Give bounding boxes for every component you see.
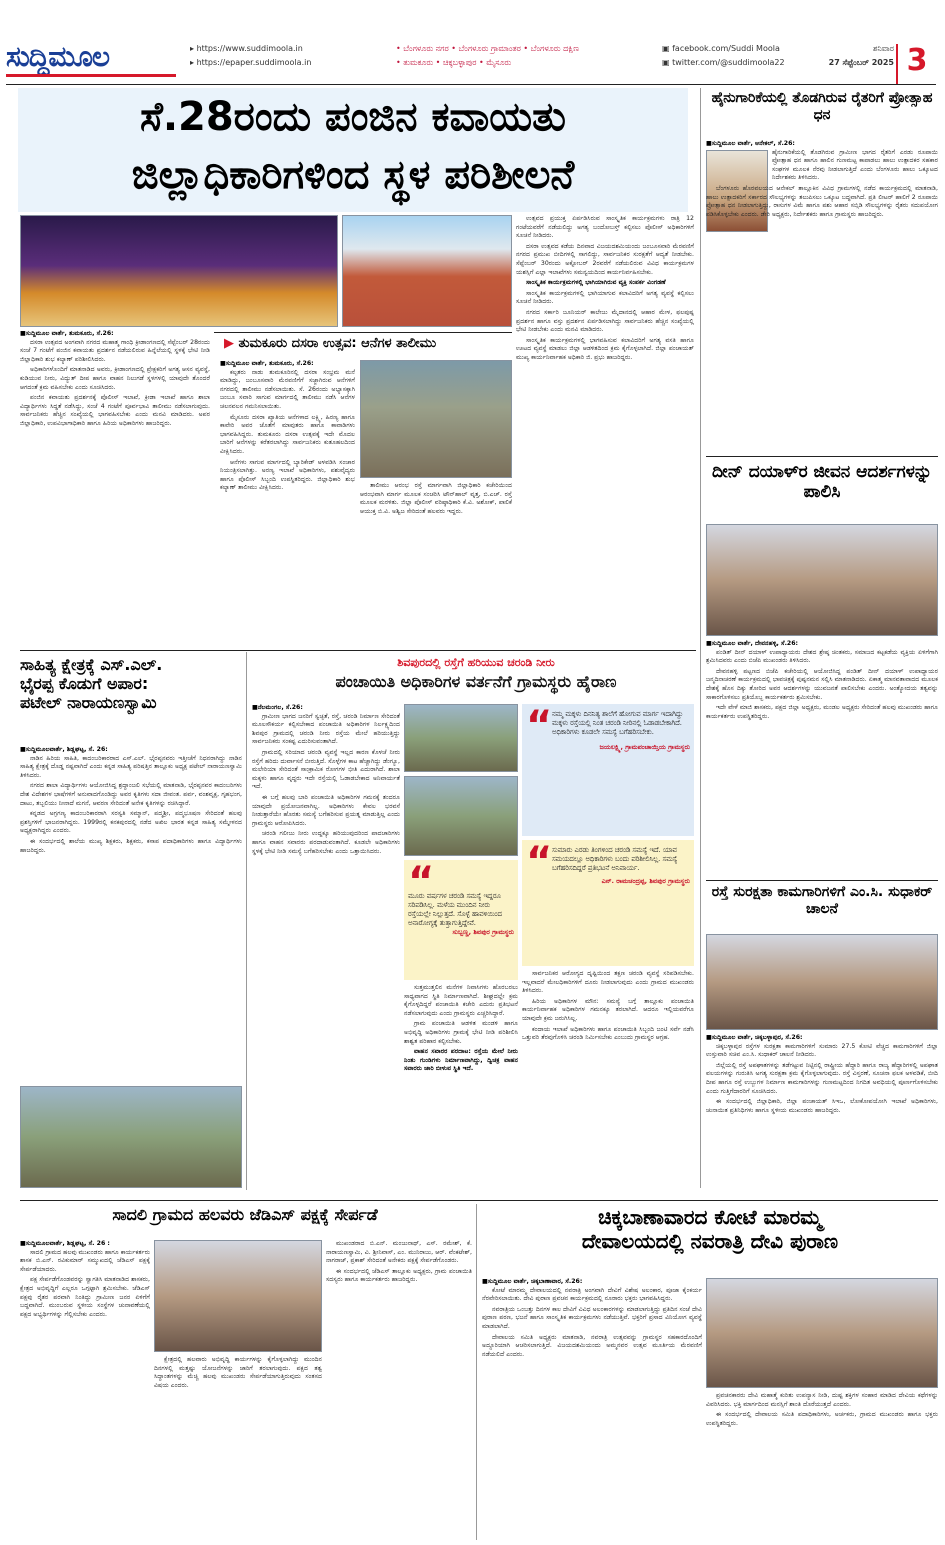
dairy-dateline: ■ಸುದ್ದಿಮೂಲ ವಾರ್ತೆ, ಆನೇಕಲ್, ಸೆ.26: <box>706 140 795 147</box>
lead-para: ಸಾಂಸ್ಕೃತಿಕ ಕಾರ್ಯಕ್ರಮಗಳಲ್ಲಿ ಭಾಗವಹಿಸುವ ಕಲಾವಿದರಿಗೆ ಅಗತ್ಯ ವಸತಿ ಹಾಗೂ ಊಟದ ವ್ಯವಸ್ಥೆ ಮಾಡಲು ಜಿಲ್ಲಾ ಆಡಳಿತದಿಂದ ಕ್ರಮ ಕೈಗೊಳ್ಳಲಾಗಿದೆ. ಜಿಲ್ಲಾ ಪಂಚಾಯತ್ ಮುಖ್ಯ ಕಾರ್ಯನಿರ್ವಾಹಕ ಅಧಿಕಾರಿ ಜಿ. ಪ್ರಭು ಹಾಜರಿದ್ದರು. <box>516 336 694 361</box>
deendayal-headline: ದೀನ್ ದಯಾಳ್‌ರ ಜೀವನ ಆದರ್ಶಗಳನ್ನು ಪಾಲಿಸಿ <box>711 462 933 503</box>
quote-box-1 <box>522 704 694 836</box>
temple-event-photo <box>706 1278 938 1388</box>
saadali-para: ಕ್ಷೇತ್ರದಲ್ಲಿ ಹಲವಾರು ಅಭಿವೃದ್ಧಿ ಕಾರ್ಯಗಳನ್ನು ಕೈಗೊಳ್ಳಲಾಗಿದ್ದು ಮುಂದಿನ ದಿನಗಳಲ್ಲಿ ಮತ್ತಷ್ಟು ಯೋಜನೆಗಳನ್ನು ಜಾರಿಗೆ ತರಲಾಗುವುದು. ಪಕ್ಷದ ತತ್ವ ಸಿದ್ಧಾಂತಗಳನ್ನು ಮೆಚ್ಚಿ ಹಲವು ಮುಖಂಡರು ಸೇರ್ಪಡೆಯಾಗುತ್ತಿರುವುದು ಸಂತಸದ ವಿಷಯ ಎಂದರು. <box>154 1356 322 1389</box>
tumakuru-headline <box>224 336 514 354</box>
school-tribute-photo <box>20 1086 242 1188</box>
dance-stage-photo <box>20 215 338 327</box>
saadali-headline: ಸಾದಲಿ ಗ್ರಾಮದ ಹಲವರು ಜೆಡಿಎಸ್ ಪಕ್ಷಕ್ಕೆ ಸೇರ್ಪಡೆ <box>112 1206 378 1224</box>
facebook-link[interactable]: ▣ facebook.com/Suddi Moola <box>662 44 780 53</box>
deendayal-event-photo <box>706 524 938 636</box>
saadali-para: ಮುಖಂಡರಾದ ಬಿ.ಎನ್. ಮಂಜುನಾಥ್, ಎಸ್. ರಮೇಶ್, ಕೆ. ನಾರಾಯಣಸ್ವಾಮಿ, ವಿ. ಶ್ರೀನಿವಾಸ್, ಎಂ. ಮುನಿರಾಜು, ಆರ್. ವೆಂಕಟೇಶ್, ನಾಗರಾಜ್, ಪ್ರಕಾಶ್ ಸೇರಿದಂತೆ ಅನೇಕರು ಪಕ್ಷಕ್ಕೆ ಸೇರ್ಪಡೆಗೊಂಡರು. <box>326 1240 472 1265</box>
rule <box>20 1200 938 1201</box>
road-safety-headline: ರಸ್ತೆ ಸುರಕ್ಷತಾ ಕಾಮಗಾರಿಗಳಿಗೆ ಎಂ.ಸಿ. ಸುಧಾಕರ್ ಚಾಲನೆ <box>711 884 933 917</box>
kote-para: ಈ ಸಂದರ್ಭದಲ್ಲಿ ದೇವಾಲಯ ಸಮಿತಿ ಪದಾಧಿಕಾರಿಗಳು, ಅರ್ಚಕರು, ಗ್ರಾಮದ ಮುಖಂಡರು ಹಾಗೂ ಭಕ್ತರು ಉಪಸ್ಥಿತರಿದ್ದರು. <box>706 1411 938 1427</box>
page-number: 3 <box>896 44 936 84</box>
bhyrappa-dateline: ■ಸುದ್ದಿಮೂಲವಾರ್ತೆ, ಶಿಡ್ಲಘಟ್ಟ, ಸೆ. 26: <box>20 746 108 753</box>
shivapura-para: ಗ್ರಾಮದಲ್ಲಿ ಸರಿಯಾದ ಚರಂಡಿ ವ್ಯವಸ್ಥೆ ಇಲ್ಲದ ಕಾರಣ ಕೊಳಚೆ ನೀರು ರಸ್ತೆಗೆ ಹರಿದು ದುರ್ವಾಸನೆ ಬೀರುತ್ತಿದೆ. ಸೊಳ್ಳೆಗಳ ಕಾಟ ಹೆಚ್ಚಾಗಿದ್ದು ಡೆಂಗ್ಯೂ, ಮಲೇರಿಯಾ ಸೇರಿದಂತೆ ಸಾಂಕ್ರಾಮಿಕ ರೋಗಗಳ ಭೀತಿ ಎದುರಾಗಿದೆ. ಶಾಲಾ ಮಕ್ಕಳು ಹಾಗೂ ವೃದ್ಧರು ಇದೇ ರಸ್ತೆಯಲ್ಲಿ ಓಡಾಡಬೇಕಾದ ಅನಿವಾರ್ಯತೆ ಇದೆ. <box>252 748 400 791</box>
saadali-dateline: ■ಸುದ್ದಿಮೂಲವಾರ್ತೆ, ಶಿಡ್ಲಘಟ್ಟ, ಸೆ. 26 : <box>20 1240 110 1247</box>
shivapura-kicker: ಶಿವಪುರದಲ್ಲಿ ರಸ್ತೆಗೆ ಹರಿಯುವ ಚರಂಡಿ ನೀರು <box>397 656 555 669</box>
shivapura-col1 <box>252 704 400 1190</box>
shivapura-para: ಸಾರ್ವಜನಿಕರ ಆರೋಗ್ಯದ ದೃಷ್ಟಿಯಿಂದ ತಕ್ಷಣ ಚರಂಡಿ ವ್ಯವಸ್ಥೆ ಸರಿಪಡಿಸಬೇಕು. ಇಲ್ಲವಾದರೆ ಮೇಲಧಿಕಾರಿಗಳಿಗೆ ದೂರು ನೀಡಲಾಗುವುದು ಎಂದು ಗ್ರಾಮದ ಮುಖಂಡರು ತಿಳಿಸಿದರು. <box>522 970 694 995</box>
quote-text: ಮೂರು ವರ್ಷಗಳ ಚರಂಡಿ ಸಮಸ್ಯೆ ಇದ್ದರೂ ಸರಿಪಡಿಸಿಲ್ಲ. ಮಳೆಯ ಮುಂದಿನ ನೀರು ರಸ್ತೆಯಲ್ಲೇ ನಿಲ್ಲುತ್ತದೆ. ಸೊಳ್ಳೆ ಹಾವಳಿಯಿಂದ ಅನಾರೋಗ್ಯಕ್ಕೆ ತುತ್ತಾಗುತ್ತಿದ್ದೇವೆ. <box>408 892 502 927</box>
bhyrappa-headline <box>20 656 242 740</box>
lead-para: ನಗರದ ಸರ್ಕಾರಿ ಜೂನಿಯರ್ ಕಾಲೇಜು ಮೈದಾನದಲ್ಲಿ ಆಹಾರ ಮೇಳ, ಫಲಪುಷ್ಪ ಪ್ರದರ್ಶನ ಹಾಗೂ ವಸ್ತು ಪ್ರದರ್ಶನ ಏರ್ಪಡಿಸಲಾಗಿದ್ದು ಸಾರ್ವಜನಿಕರು ಹೆಚ್ಚಿನ ಸಂಖ್ಯೆಯಲ್ಲಿ ಭೇಟಿ ನೀಡಬೇಕು ಎಂದು ಮನವಿ ಮಾಡಿದರು. <box>516 308 694 334</box>
quote-source: ಜಯಲಕ್ಷ್ಮಿ, ಗ್ರಾಮಪಂಚಾಯ್ತಿಯ ಗ್ರಾಮಸ್ಥರು <box>599 743 690 751</box>
tumakuru-dateline: ■ಸುದ್ದಿಮೂಲ ವಾರ್ತೆ, ತುಮಕೂರು, ಸೆ.26: <box>220 360 314 367</box>
kote-dateline: ■ಸುದ್ದಿಮೂಲ ವಾರ್ತೆ, ಚಿಕ್ಕಬಾಣಾವಾರ, ಸೆ.26: <box>482 1278 583 1285</box>
masthead-logo[interactable]: ಸುದ್ದಿಮೂಲ <box>6 40 110 73</box>
tumakuru-para: ಆನೆಗಳು ಸಾಗುವ ಮಾರ್ಗದಲ್ಲಿ ಬ್ಯಾರಿಕೇಡ್ ಅಳವಡಿಸಿ ಸಂಚಾರ ನಿಯಂತ್ರಿಸಲಾಗಿತ್ತು. ಅರಣ್ಯ ಇಲಾಖೆ ಅಧಿಕಾರಿಗಳು, ಪಶುವೈದ್ಯರು ಹಾಗೂ ಪೊಲೀಸ್ ಸಿಬ್ಬಂದಿ ಉಪಸ್ಥಿತರಿದ್ದರು. ಜಿಲ್ಲಾಧಿಕಾರಿ ಶುಭ ಕಲ್ಯಾಣ್ ತಾಲೀಮು ವೀಕ್ಷಿಸಿದರು. <box>220 458 355 492</box>
saadali-para: ಸಾದಲಿ ಗ್ರಾಮದ ಹಲವು ಮುಖಂಡರು ಹಾಗೂ ಕಾರ್ಯಕರ್ತರು ಶಾಸಕ ಬಿ.ಎನ್. ರವಿಕುಮಾರ್ ಸಮ್ಮುಖದಲ್ಲಿ ಜೆಡಿಎಸ್ ಪಕ್ಷಕ್ಕೆ ಸೇರ್ಪಡೆಯಾದರು. <box>20 1248 150 1273</box>
lead-para: ದಸರಾ ಉತ್ಸವದ ಅಂಗವಾಗಿ ನಗರದ ಮಹಾತ್ಮ ಗಾಂಧಿ ಕ್ರೀಡಾಂಗಣದಲ್ಲಿ ಸೆಪ್ಟೆಂಬರ್ 28ರಂದು ಸಂಜೆ 7 ಗಂಟೆಗೆ ಪಂಜಿನ ಕವಾಯತು ಪ್ರದರ್ಶನ ನಡೆಯಲಿರುವ ಹಿನ್ನೆಲೆಯಲ್ಲಿ ಸ್ಥಳಕ್ಕೆ ಭೇಟಿ ನೀಡಿ ಜಿಲ್ಲಾಧಿಕಾರಿ ಶುಭ ಕಲ್ಯಾಣ್ ಪರಿಶೀಲಿಸಿದರು. <box>20 338 210 363</box>
quote-text: ಸುಮಾರು ಎರಡು ತಿಂಗಳಿಂದ ಚರಂಡಿ ಸಮಸ್ಯೆ ಇದೆ. ಯಾವ ಸಮಯದಲ್ಲೂ ಅಧಿಕಾರಿಗಳು ಬಂದು ಪರಿಶೀಲಿಸಿಲ್ಲ. ಸಮಸ್ಯೆ ಬಗೆಹರಿಸದಿದ್ದರೆ ಪ್ರತಿಭಟನೆ ಅನಿವಾರ್ಯ. <box>552 846 678 872</box>
right-column-divider <box>700 88 701 1188</box>
road-safety-story <box>706 1034 938 1192</box>
lead-headline-box <box>18 88 688 212</box>
shivapura-para: ವಾಹನ ಸವಾರರ ಪರದಾಟ: ರಸ್ತೆಯ ಮೇಲೆ ನೀರು ನಿಂತು ಗುಂಡಿಗಳು ನಿರ್ಮಾಣವಾಗಿದ್ದು, ದ್ವಿಚಕ್ರ ವಾಹನ ಸವಾರರು ಜಾರಿ ಬೀಳುವ ಸ್ಥಿತಿ ಇದೆ. <box>404 1048 518 1073</box>
link-epaper[interactable]: ▸ https://epaper.suddimoola.in <box>190 58 312 67</box>
edition-list <box>396 42 660 76</box>
quote-source: ಎನ್. ರಾಮಚಂದ್ರಪ್ಪ, ಶಿವಪುರ ಗ್ರಾಮಸ್ಥರು <box>601 877 690 885</box>
logo-underline <box>6 74 176 77</box>
stadium-inspection-photo <box>342 215 512 327</box>
kote-headline <box>482 1206 938 1274</box>
kote-col1 <box>482 1278 702 1540</box>
bhyrappa-para: ಈ ಸಂದರ್ಭದಲ್ಲಿ ಶಾಲೆಯ ಮುಖ್ಯ ಶಿಕ್ಷಕರು, ಶಿಕ್ಷಕರು, ಕಸಾಪ ಪದಾಧಿಕಾರಿಗಳು ಹಾಗೂ ವಿದ್ಯಾರ್ಥಿಗಳು ಹಾಜರಿದ್ದರು. <box>20 837 242 854</box>
rule <box>706 880 938 881</box>
lead-col1 <box>20 330 210 640</box>
shivapura-para: ಗ್ರಾಮ ಪಂಚಾಯಿತಿ ಆಡಳಿತ ಮಂಡಳಿ ಹಾಗೂ ಅಭಿವೃದ್ಧಿ ಅಧಿಕಾರಿಗಳು ಗ್ರಾಮಕ್ಕೆ ಭೇಟಿ ನೀಡಿ ಪರಿಶೀಲಿಸಿ ಶಾಶ್ವತ ಪರಿಹಾರ ಕಲ್ಪಿಸಬೇಕು. <box>404 1020 518 1045</box>
tumakuru-rule <box>214 332 512 333</box>
bhyrappa-headline-line1: ಸಾಹಿತ್ಯ ಕ್ಷೇತ್ರಕ್ಕೆ ಎಸ್.ಎಲ್. <box>20 656 163 674</box>
deendayal-dateline: ■ಸುದ್ದಿಮೂಲ ವಾರ್ತೆ, ದೇವನಹಳ್ಳಿ, ಸೆ.26: <box>706 640 799 647</box>
lead-para: ಸಾಂಸ್ಕೃತಿಕ ಕಾರ್ಯಕ್ರಮಗಳಲ್ಲಿ ಭಾಗಿಯಾಗುವ ಕಲಾವಿದರಿಗೆ ಅಗತ್ಯ ವ್ಯವಸ್ಥೆ ಕಲ್ಪಿಸಲು ಸೂಚನೆ ನೀಡಿದರು. <box>516 289 694 306</box>
website-links <box>190 42 370 76</box>
saadali-para: ಪಕ್ಷ ಸೇರ್ಪಡೆಗೊಂಡವರನ್ನು ಸ್ವಾಗತಿಸಿ ಮಾತನಾಡಿದ ಶಾಸಕರು, ಕ್ಷೇತ್ರದ ಅಭಿವೃದ್ಧಿಗೆ ಎಲ್ಲರೂ ಒಗ್ಗಟ್ಟಾಗಿ ಶ್ರಮಿಸಬೇಕು. ಜೆಡಿಎಸ್ ಪಕ್ಷವು ರೈತರ ಪರವಾಗಿ ನಿಂತಿದ್ದು ಗ್ರಾಮೀಣ ಜನರ ಏಳಿಗೆಗೆ ಬದ್ಧವಾಗಿದೆ. ಮುಂಬರುವ ಸ್ಥಳೀಯ ಸಂಸ್ಥೆಗಳ ಚುನಾವಣೆಯಲ್ಲಿ ಪಕ್ಷದ ಅಭ್ಯರ್ಥಿಗಳನ್ನು ಗೆಲ್ಲಿಸಬೇಕು ಎಂದರು. <box>20 1276 150 1318</box>
deendayal-para: ದೇವನಹಳ್ಳಿ ಪಟ್ಟಣದ ಬಿಜೆಪಿ ಕಚೇರಿಯಲ್ಲಿ ಆಯೋಜಿಸಿದ್ದ ಪಂಡಿತ್ ದೀನ್ ದಯಾಳ್ ಉಪಾಧ್ಯಾಯರ ಜನ್ಮದಿನಾಚರಣೆ ಕಾರ್ಯಕ್ರಮದಲ್ಲಿ ಭಾವಚಿತ್ರಕ್ಕೆ ಪುಷ್ಪನಮನ ಸಲ್ಲಿಸಿ ಮಾತನಾಡಿದರು. ಏಕಾತ್ಮ ಮಾನವತಾವಾದದ ಮೂಲಕ ದೇಶಕ್ಕೆ ಹೊಸ ದಿಕ್ಕು ತೋರಿದ ಅವರ ಆದರ್ಶಗಳನ್ನು ಯುವಜನತೆ ಪಾಲಿಸಬೇಕು ಎಂದರು. ಅಂತ್ಯೋದಯ ತತ್ವವನ್ನು ಸಾಕಾರಗೊಳಿಸಲು ಪ್ರತಿಯೊಬ್ಬ ಕಾರ್ಯಕರ್ತರು ಶ್ರಮಿಸಬೇಕು. <box>706 667 938 701</box>
road-safety-para: ಈ ಸಂದರ್ಭದಲ್ಲಿ ಜಿಲ್ಲಾಧಿಕಾರಿ, ಜಿಲ್ಲಾ ಪಂಚಾಯತ್ ಸಿಇಒ, ಲೋಕೋಪಯೋಗಿ ಇಲಾಖೆ ಅಧಿಕಾರಿಗಳು, ಚುನಾಯಿತ ಪ್ರತಿನಿಧಿಗಳು ಹಾಗೂ ಸ್ಥಳೀಯ ಮುಖಂಡರು ಹಾಜರಿದ್ದರು. <box>706 1098 938 1114</box>
saadali-col2 <box>154 1356 322 1540</box>
drainage-road-photo <box>404 704 518 772</box>
lead-headline-line1: ಸೆ.28ರಂದು ಪಂಜಿನ ಕವಾಯತು <box>139 94 567 140</box>
bhyrappa-para: ನಾಡಿನ ಹಿರಿಯ ಸಾಹಿತಿ, ಕಾದಂಬರಿಕಾರರಾದ ಎಸ್.ಎಲ್. ಭೈರಪ್ಪನವರು ಇತ್ತೀಚೆಗೆ ನಿಧನರಾಗಿದ್ದು ನಾಡಿನ ಸಾಹಿತ್ಯ ಕ್ಷೇತ್ರಕ್ಕೆ ದೊಡ್ಡ ನಷ್ಟವಾಗಿದೆ ಎಂದು ಕನ್ನಡ ಸಾಹಿತ್ಯ ಪರಿಷತ್ತಿನ ತಾಲ್ಲೂಕು ಅಧ್ಯಕ್ಷ ಪಟೇಲ್ ನಾರಾಯಣಸ್ವಾಮಿ ತಿಳಿಸಿದರು. <box>20 754 242 779</box>
bhyrappa-headline-line2: ಭೈರಪ್ಪ ಕೊಡುಗೆ ಅಪಾರ: <box>20 673 149 693</box>
issue-date-text: 27 ಸೆಪ್ಟೆಂಬರ್ 2025 <box>828 58 894 67</box>
shivapura-para: ಸುತ್ತಮುತ್ತಲಿನ ಮನೆಗಳ ನಿವಾಸಿಗಳು ಹೊರಬರಲು ಸಾಧ್ಯವಾಗದ ಸ್ಥಿತಿ ನಿರ್ಮಾಣವಾಗಿದೆ. ಶೀಘ್ರದಲ್ಲೇ ಕ್ರಮ ಕೈಗೊಳ್ಳದಿದ್ದರೆ ಪಂಚಾಯಿತಿ ಕಚೇರಿ ಎದುರು ಪ್ರತಿಭಟನೆ ನಡೆಸಲಾಗುವುದು ಎಂದು ಗ್ರಾಮಸ್ಥರು ಎಚ್ಚರಿಸಿದ್ದಾರೆ. <box>404 984 518 1017</box>
column-divider <box>476 1204 477 1540</box>
shivapura-para: ಕಂದಾಯ ಇಲಾಖೆ ಅಧಿಕಾರಿಗಳು ಹಾಗೂ ಪಂಚಾಯಿತಿ ಸಿಬ್ಬಂದಿ ಜಂಟಿ ಸರ್ವೆ ನಡೆಸಿ ಒತ್ತುವರಿ ತೆರವುಗೊಳಿಸಿ ಚರಂಡಿ ನಿರ್ಮಿಸಬೇಕು ಎಂಬುದು ಗ್ರಾಮಸ್ಥರ ಆಗ್ರಹ. <box>522 1025 694 1042</box>
lead-para: ಉತ್ಸವದ ಪ್ರಯುಕ್ತ ಏರ್ಪಡಿಸಿರುವ ಸಾಂಸ್ಕೃತಿಕ ಕಾರ್ಯಕ್ರಮಗಳು ರಾತ್ರಿ 12 ಗಂಟೆಯವರೆಗೆ ನಡೆಯಲಿದ್ದು ಅಗತ್ಯ ಬಂದೋಬಸ್ತ್ ಕಲ್ಪಿಸಲು ಪೊಲೀಸ್ ಅಧಿಕಾರಿಗಳಿಗೆ ಸೂಚನೆ ನೀಡಿದರು. <box>516 215 694 240</box>
kote-headline-line2: ದೇವಾಲಯದಲ್ಲಿ ನವರಾತ್ರಿ ದೇವಿ ಪುರಾಣ <box>581 1228 839 1253</box>
shivapura-col2 <box>404 984 518 1190</box>
bullet-icon: ▶ <box>224 336 234 351</box>
quote-box-2 <box>404 860 518 980</box>
road-safety-para: ಚಿಕ್ಕಬಳ್ಳಾಪುರ ರಸ್ತೆಗಳ ಸುರಕ್ಷತಾ ಕಾಮಗಾರಿಗಳಿಗೆ ಸುಮಾರು 27.5 ಕೋಟಿ ವೆಚ್ಚದ ಕಾಮಗಾರಿಗಳಿಗೆ ಜಿಲ್ಲಾ ಉಸ್ತುವಾರಿ ಸಚಿವ ಎಂ.ಸಿ. ಸುಧಾಕರ್ ಚಾಲನೆ ನೀಡಿದರು. <box>706 1042 938 1059</box>
quote-mark-icon: “ <box>526 840 553 885</box>
edition-line-1: • ಬೆಂಗಳೂರು ನಗರ • ಬೆಂಗಳೂರು ಗ್ರಾಮಾಂತರ • ಬೆಂಗಳೂರು ದಕ್ಷಿಣ <box>396 44 579 53</box>
rule <box>20 650 696 651</box>
lead-col3 <box>516 215 694 645</box>
kote-col2 <box>706 1392 938 1540</box>
quote-mark-icon: “ <box>408 860 435 905</box>
twitter-link[interactable]: ▣ twitter.com/@suddimoola22 <box>662 58 785 67</box>
lead-headline-line2: ಜಿಲ್ಲಾಧಿಕಾರಿಗಳಿಂದ ಸ್ಥಳ ಪರಿಶೀಲನೆ <box>131 152 575 198</box>
kote-para: ಪ್ರವಚನಕಾರರು ದೇವಿ ಮಹಾತ್ಮೆ ಕುರಿತು ಉಪನ್ಯಾಸ ನೀಡಿ, ದುಷ್ಟ ಶಕ್ತಿಗಳ ಸಂಹಾರ ಮಾಡಿದ ದೇವಿಯ ಕಥೆಗಳನ್ನು ವಿವರಿಸಿದರು. ಭಕ್ತಿ ಮಾರ್ಗದಿಂದ ಮನಸ್ಸಿಗೆ ಶಾಂತಿ ದೊರೆಯುತ್ತದೆ ಎಂದರು. <box>706 1392 938 1408</box>
deendayal-para: ಇದೇ ವೇಳೆ ಮಾಜಿ ಶಾಸಕರು, ಪಕ್ಷದ ಜಿಲ್ಲಾ ಅಧ್ಯಕ್ಷರು, ಮಂಡಲ ಅಧ್ಯಕ್ಷರು ಸೇರಿದಂತೆ ಹಲವು ಮುಖಂಡರು ಹಾಗೂ ಕಾರ್ಯಕರ್ತರು ಉಪಸ್ಥಿತರಿದ್ದರು. <box>706 704 938 720</box>
saadali-col3 <box>326 1240 472 1540</box>
shivapura-para: ಗ್ರಾಮೀಣ ಭಾಗದ ಜನರಿಗೆ ಸ್ವಚ್ಛತೆ, ರಸ್ತೆ, ಚರಂಡಿ ನಿರ್ಮಾಣ ಸೇರಿದಂತೆ ಮೂಲಸೌಕರ್ಯ ಕಲ್ಪಿಸಬೇಕಾದ ಪಂಚಾಯಿತಿ ಅಧಿಕಾರಿಗಳ ನಿರ್ಲಕ್ಷ್ಯದಿಂದ ಶಿವಪುರ ಗ್ರಾಮದಲ್ಲಿ ಚರಂಡಿ ನೀರು ರಸ್ತೆಯ ಮೇಲೆ ಹರಿಯುತ್ತಿದ್ದು ಸಾರ್ವಜನಿಕರು ಸಂಕಷ್ಟ ಎದುರಿಸುವಂತಾಗಿದೆ. <box>252 712 400 746</box>
rule <box>706 456 938 457</box>
villagers-photo <box>404 776 518 856</box>
shivapura-headline: ಪಂಚಾಯಿತಿ ಅಧಿಕಾರಿಗಳ ವರ್ತನೆಗೆ ಗ್ರಾಮಸ್ಥರು ಹೈರಾಣ <box>335 672 617 691</box>
shivapura-para: ಹಿರಿಯ ಅಧಿಕಾರಿಗಳ ಮೌನ: ಸಮಸ್ಯೆ ಬಗ್ಗೆ ತಾಲ್ಲೂಕು ಪಂಚಾಯಿತಿ ಕಾರ್ಯನಿರ್ವಾಹಕ ಅಧಿಕಾರಿಗಳ ಗಮನಕ್ಕೂ ತರಲಾಗಿದೆ. ಆದರೂ ಇಲ್ಲಿಯವರೆಗೂ ಯಾವುದೇ ಕ್ರಮ ಜರುಗಿಸಿಲ್ಲ. <box>522 997 694 1022</box>
tumakuru-col1 <box>220 360 355 645</box>
quote-source: ಸುಬ್ಬಣ್ಣ, ಶಿವಪುರ ಗ್ರಾಮಸ್ಥರು <box>452 928 514 936</box>
tumakuru-headline-text: ತುಮಕೂರು ದಸರಾ ಉತ್ಸವ: ಆನೆಗಳ ತಾಲೀಮು <box>238 336 437 351</box>
social-links <box>662 42 812 76</box>
bhyrappa-para: ನಗರದ ಶಾಲಾ ವಿದ್ಯಾರ್ಥಿಗಳು ಆಯೋಜಿಸಿದ್ದ ಶ್ರದ್ಧಾಂಜಲಿ ಸಭೆಯಲ್ಲಿ ಮಾತನಾಡಿ, ಭೈರಪ್ಪನವರ ಕಾದಂಬರಿಗಳು ದೇಶ ವಿದೇಶಗಳ ಭಾಷೆಗಳಿಗೆ ಅನುವಾದಗೊಂಡಿದ್ದು ಅವರ ಕೃತಿಗಳು ಸದಾ ಜೀವಂತ. ಪರ್ವ, ವಂಶವೃಕ್ಷ, ಗೃಹಭಂಗ, ದಾಟು, ತಬ್ಬಲಿಯು ನೀನಾದೆ ಮಗನೆ, ಆವರಣ ಸೇರಿದಂತೆ ಅನೇಕ ಕೃತಿಗಳನ್ನು ರಚಿಸಿದ್ದಾರೆ. <box>20 782 242 807</box>
road-safety-dateline: ■ಸುದ್ದಿಮೂಲ ವಾರ್ತೆ, ಚಿಕ್ಕಬಳ್ಳಾಪುರ, ಸೆ.26: <box>706 1034 803 1041</box>
lead-para: ಪಂಜಿನ ಕವಾಯತು ಪ್ರದರ್ಶನಕ್ಕೆ ಪೊಲೀಸ್ ಇಲಾಖೆ, ಕ್ರೀಡಾ ಇಲಾಖೆ ಹಾಗೂ ಶಾಲಾ ವಿದ್ಯಾರ್ಥಿಗಳು ಸಿದ್ಧತೆ ನಡೆಸಿದ್ದು, ಸಂಜೆ 4 ಗಂಟೆಗೆ ಪೂರ್ವಭಾವಿ ತಾಲೀಮು ನಡೆಸಲಾಗುವುದು. ಸಾರ್ವಜನಿಕರು ಹೆಚ್ಚಿನ ಸಂಖ್ಯೆಯಲ್ಲಿ ಭಾಗವಹಿಸಬೇಕು ಎಂದು ಮನವಿ ಮಾಡಿದರು. ಅಪರ ಜಿಲ್ಲಾಧಿಕಾರಿ, ಉಪವಿಭಾಗಾಧಿಕಾರಿ ಹಾಗೂ ಹಿರಿಯ ಅಧಿಕಾರಿಗಳು ಹಾಜರಿದ್ದರು. <box>20 394 210 427</box>
dairy-para: ಹೈನುಗಾರಿಕೆಯಲ್ಲಿ ತೊಡಗಿರುವ ಗ್ರಾಮೀಣ ಭಾಗದ ರೈತರಿಗೆ ಎರಡು ರೂಪಾಯಿ ಪ್ರೋತ್ಸಾಹ ಧನ ಹಾಗೂ ಹಾಲಿನ ಗುಣಮಟ್ಟ ಕಾಪಾಡಲು ಹಾಲು ಉತ್ಪಾದಕರ ಸಹಕಾರ ಸಂಘಗಳ ಮೂಲಕ ನೆರವು ನೀಡಲಾಗುತ್ತಿದೆ ಎಂದು ಬೆಂಗಳೂರು ಹಾಲು ಒಕ್ಕೂಟದ ನಿರ್ದೇಶಕರು ತಿಳಿಸಿದರು. <box>772 148 938 182</box>
shivapura-dateline: ■ನೆಲಮಂಗಲ, ಸೆ.26: <box>252 704 303 711</box>
bhyrappa-headline-line3: ಪಟೇಲ್ ನಾರಾಯಣಸ್ವಾಮಿ <box>20 692 157 712</box>
issue-date <box>810 42 894 76</box>
deendayal-story <box>706 640 938 880</box>
column-divider <box>246 652 247 1190</box>
issue-day: ಶನಿವಾರ <box>872 44 894 53</box>
kote-para: ದೇವಾಲಯ ಸಮಿತಿ ಅಧ್ಯಕ್ಷರು ಮಾತನಾಡಿ, ನವರಾತ್ರಿ ಉತ್ಸವವನ್ನು ಗ್ರಾಮಸ್ಥರ ಸಹಕಾರದೊಂದಿಗೆ ಅದ್ದೂರಿಯಾಗಿ ಆಚರಿಸಲಾಗುತ್ತಿದೆ. ವಿಜಯದಶಮಿಯಂದು ಅಮ್ಮನವರ ಉತ್ಸವ ಮೂರ್ತಿಯ ಮೆರವಣಿಗೆ ನಡೆಯಲಿದೆ ಎಂದರು. <box>482 1333 702 1358</box>
lead-dateline: ■ಸುದ್ದಿಮೂಲ ವಾರ್ತೆ, ತುಮಕೂರು, ಸೆ.26: <box>20 330 114 337</box>
road-safety-para: ಜಿಲ್ಲೆಯಲ್ಲಿ ರಸ್ತೆ ಅಪಘಾತಗಳನ್ನು ತಡೆಗಟ್ಟುವ ನಿಟ್ಟಿನಲ್ಲಿ ರಾಷ್ಟ್ರೀಯ ಹೆದ್ದಾರಿ ಹಾಗೂ ರಾಜ್ಯ ಹೆದ್ದಾರಿಗಳಲ್ಲಿ ಅಪಘಾತ ವಲಯಗಳನ್ನು ಗುರುತಿಸಿ ಅಗತ್ಯ ಸುರಕ್ಷತಾ ಕ್ರಮ ಕೈಗೊಳ್ಳಲಾಗುವುದು. ರಸ್ತೆ ವಿಸ್ತರಣೆ, ಸೂಚನಾ ಫಲಕ ಅಳವಡಿಕೆ, ಬೀದಿ ದೀಪ ಹಾಗೂ ರಸ್ತೆ ಉಬ್ಬುಗಳ ನಿರ್ಮಾಣ ಕಾಮಗಾರಿಗಳನ್ನು ಗುಣಮಟ್ಟದಿಂದ ನಿಗದಿತ ಅವಧಿಯಲ್ಲಿ ಪೂರ್ಣಗೊಳಿಸಬೇಕು ಎಂದು ಗುತ್ತಿಗೆದಾರರಿಗೆ ಸೂಚಿಸಿದರು. <box>706 1061 938 1095</box>
quote-text: ನಮ್ಮ ಮಕ್ಕಳು ದಿನನಿತ್ಯ ಶಾಲೆಗೆ ಹೋಗುವ ಮಾರ್ಗ ಇದಾಗಿದ್ದು ಮಕ್ಕಳು ರಸ್ತೆಯಲ್ಲಿ ನಿಂತ ಚರಂಡಿ ನೀರಿನಲ್ಲಿ ಓಡಾಡಬೇಕಾಗಿದೆ. ಅಧಿಕಾರಿಗಳು ಕೂಡಲೇ ಸಮಸ್ಯೆ ಬಗೆಹರಿಸಬೇಕು. <box>552 710 684 736</box>
tumakuru-para: ತಾಲೀಮು ಆರಂಭ ರಸ್ತೆ ಮಾರ್ಗವಾಗಿ ಜಿಲ್ಲಾಧಿಕಾರಿ ಕಚೇರಿಯಿಂದ ಆರಂಭವಾಗಿ ಮಾರ್ಗ ಮೂಲಕ ಸಂಚರಿಸಿ ಟೌನ್‌ಹಾಲ್ ವೃತ್ತ, ಬಿ.ಎಚ್. ರಸ್ತೆ ಮೂಲಕ ಮರಳಿತು. ಜಿಲ್ಲಾ ಪೊಲೀಸ್ ವರಿಷ್ಠಾಧಿಕಾರಿ ಕೆ.ವಿ. ಅಶೋಕ್, ಪಾಲಿಕೆ ಆಯುಕ್ತ ಬಿ.ವಿ. ಅಶ್ವಿಜ ಸೇರಿದಂತೆ ಹಲವರು ಇದ್ದರು. <box>360 482 512 515</box>
shivapura-col3 <box>522 970 694 1190</box>
lead-subhead: ಸಾಂಸ್ಕೃತಿಕ ಕಾರ್ಯಕ್ರಮಗಳಲ್ಲಿ ಭಾಗಿಯಾಗಿರುವ ವ್ಯಕ್ತಿ ಸಂಪರ್ಕ ವಿಂಗಡಣೆ <box>526 279 666 287</box>
bhyrappa-para: ಕನ್ನಡದ ಅಗ್ರಗಣ್ಯ ಕಾದಂಬರಿಕಾರರಾಗಿ ಸರಸ್ವತಿ ಸಮ್ಮಾನ್, ಪದ್ಮಶ್ರೀ, ಪದ್ಮಭೂಷಣ ಸೇರಿದಂತೆ ಹಲವು ಪ್ರಶಸ್ತಿಗಳಿಗೆ ಭಾಜನರಾಗಿದ್ದರು. 1999ರಲ್ಲಿ ಕನಕಪುರದಲ್ಲಿ ನಡೆದ ಅಖಿಲ ಭಾರತ ಕನ್ನಡ ಸಾಹಿತ್ಯ ಸಮ್ಮೇಳನದ ಅಧ್ಯಕ್ಷರಾಗಿದ್ದರು ಎಂದರು. <box>20 810 242 835</box>
dairy-para: ಬೆಂಗಳೂರು ಹೊರವಲಯದ ಆನೇಕಲ್ ತಾಲ್ಲೂಕಿನ ವಿವಿಧ ಗ್ರಾಮಗಳಲ್ಲಿ ನಡೆದ ಕಾರ್ಯಕ್ರಮದಲ್ಲಿ ಮಾತನಾಡಿ, ಹಾಲು ಉತ್ಪಾದಕರಿಗೆ ಸರ್ಕಾರದ ಸೌಲಭ್ಯಗಳನ್ನು ತಲುಪಿಸಲು ಒಕ್ಕೂಟ ಬದ್ಧವಾಗಿದೆ. ಪ್ರತಿ ಲೀಟರ್ ಹಾಲಿಗೆ 2 ರೂಪಾಯಿ ಪ್ರೋತ್ಸಾಹ ಧನ ನೀಡಲಾಗುತ್ತಿದ್ದು, ರಾಸುಗಳ ವಿಮೆ ಹಾಗೂ ಪಶು ಆಹಾರ ಸಬ್ಸಿಡಿ ಸೌಲಭ್ಯಗಳನ್ನು ರೈತರು ಸದುಪಯೋಗ ಪಡಿಸಿಕೊಳ್ಳಬೇಕು ಎಂದರು. ಡೇರಿ ಅಧ್ಯಕ್ಷರು, ನಿರ್ದೇಶಕರು ಹಾಗೂ ಗ್ರಾಮಸ್ಥರು ಹಾಜರಿದ್ದರು. <box>706 184 938 218</box>
elephant-parade-photo <box>360 360 512 478</box>
link-website[interactable]: ▸ https://www.suddimoola.in <box>190 44 303 53</box>
lead-para: ದಸರಾ ಉತ್ಸವದ ಕಡೆಯ ದಿನವಾದ ವಿಜಯದಶಮಿಯಂದು ಜಂಬೂಸವಾರಿ ಮೆರವಣಿಗೆ ನಗರದ ಪ್ರಮುಖ ಬೀದಿಗಳಲ್ಲಿ ಸಾಗಲಿದ್ದು, ಸಾರ್ವಜನಿಕರ ಸುರಕ್ಷತೆಗೆ ಆದ್ಯತೆ ನೀಡಬೇಕು. ಸೆಪ್ಟೆಂಬರ್ 30ರಂದು ಅಕ್ಟೋಬರ್ 2ರವರೆಗೆ ನಡೆಯಲಿರುವ ವಿವಿಧ ಕಾರ್ಯಕ್ರಮಗಳ ಯಶಸ್ಸಿಗೆ ಎಲ್ಲಾ ಇಲಾಖೆಗಳು ಸಮನ್ವಯದಿಂದ ಕಾರ್ಯನಿರ್ವಹಿಸಬೇಕು. <box>516 242 694 276</box>
tumakuru-col2 <box>360 482 512 645</box>
kote-para: ನವರಾತ್ರಿಯ ಒಂಬತ್ತು ದಿನಗಳ ಕಾಲ ದೇವಿಗೆ ವಿವಿಧ ಅಲಂಕಾರಗಳನ್ನು ಮಾಡಲಾಗುತ್ತಿದ್ದು ಪ್ರತಿದಿನ ಸಂಜೆ ದೇವಿ ಪುರಾಣ ಪಠಣ, ಭಜನೆ ಹಾಗೂ ಸಾಂಸ್ಕೃತಿಕ ಕಾರ್ಯಕ್ರಮಗಳು ನಡೆಯುತ್ತಿವೆ. ಭಕ್ತರಿಗೆ ಪ್ರಸಾದ ವಿನಿಯೋಗ ವ್ಯವಸ್ಥೆ ಮಾಡಲಾಗಿದೆ. <box>482 1305 702 1330</box>
dairy-headline: ಹೈನುಗಾರಿಕೆಯಲ್ಲಿ ತೊಡಗಿರುವ ರೈತರಿಗೆ ಪ್ರೋತ್ಸಾಹ ಧನ <box>711 90 933 123</box>
road-safety-photo <box>706 934 938 1030</box>
saadali-col1 <box>20 1240 150 1540</box>
dairy-story <box>706 140 938 455</box>
shivapura-para: ಈ ಬಗ್ಗೆ ಹಲವು ಬಾರಿ ಪಂಚಾಯಿತಿ ಅಧಿಕಾರಿಗಳ ಗಮನಕ್ಕೆ ತಂದರೂ ಯಾವುದೇ ಪ್ರಯೋಜನವಾಗಿಲ್ಲ. ಅಧಿಕಾರಿಗಳು ಕೇವಲ ಭರವಸೆ ನೀಡುತ್ತಾರೆಯೇ ಹೊರತು ಸಮಸ್ಯೆ ಬಗೆಹರಿಸುವ ಪ್ರಯತ್ನ ಮಾಡುತ್ತಿಲ್ಲ ಎಂದು ಗ್ರಾಮಸ್ಥರು ಆರೋಪಿಸಿದರು. <box>252 793 400 827</box>
kote-para: ಕೋಟೆ ಮಾರಮ್ಮ ದೇವಾಲಯದಲ್ಲಿ ನವರಾತ್ರಿ ಅಂಗವಾಗಿ ದೇವಿಗೆ ವಿಶೇಷ ಅಲಂಕಾರ, ಪೂಜಾ ಕೈಂಕರ್ಯ ನೆರವೇರಿಸಲಾಯಿತು. ದೇವಿ ಪುರಾಣ ಪ್ರವಚನ ಕಾರ್ಯಕ್ರಮದಲ್ಲಿ ನೂರಾರು ಭಕ್ತರು ಭಾಗವಹಿಸಿದ್ದರು. <box>482 1286 702 1303</box>
edition-line-2: • ತುಮಕೂರು • ಚಿಕ್ಕಬಳ್ಳಾಪುರ • ಮೈಸೂರು <box>396 58 512 67</box>
masthead-rule <box>6 84 936 85</box>
kote-headline-line1: ಚಿಕ್ಕಬಾಣಾವಾರದ ಕೋಟೆ ಮಾರಮ್ಮ <box>598 1206 822 1229</box>
saadali-para: ಈ ಸಂದರ್ಭದಲ್ಲಿ ಜೆಡಿಎಸ್ ತಾಲ್ಲೂಕು ಅಧ್ಯಕ್ಷರು, ಗ್ರಾಮ ಪಂಚಾಯಿತಿ ಸದಸ್ಯರು ಹಾಗೂ ಕಾರ್ಯಕರ್ತರು ಹಾಜರಿದ್ದರು. <box>326 1267 472 1284</box>
lead-para: ಅಧಿಕಾರಿಗಳೊಂದಿಗೆ ಮಾತನಾಡಿದ ಅವರು, ಕ್ರೀಡಾಂಗಣದಲ್ಲಿ ಪ್ರೇಕ್ಷಕರಿಗೆ ಅಗತ್ಯ ಆಸನ ವ್ಯವಸ್ಥೆ, ಕುಡಿಯುವ ನೀರು, ವಿದ್ಯುತ್ ದೀಪ ಹಾಗೂ ವಾಹನ ನಿಲುಗಡೆ ಸ್ಥಳಗಳಲ್ಲಿ ಯಾವುದೇ ತೊಂದರೆ ಆಗದಂತೆ ಕ್ರಮ ವಹಿಸಬೇಕು ಎಂದು ಸೂಚಿಸಿದರು. <box>20 366 210 391</box>
tumakuru-para: ಕಲ್ಪತರು ನಾಡು ತುಮಕೂರಿನಲ್ಲಿ ದಸರಾ ಸಂಭ್ರಮ ಮನೆ ಮಾಡಿದ್ದು, ಜಂಬೂಸವಾರಿ ಮೆರವಣಿಗೆಗೆ ಸಜ್ಜಾಗಿರುವ ಆನೆಗಳಿಗೆ ನಗರದಲ್ಲಿ ತಾಲೀಮು ನಡೆಸಲಾಯಿತು. ಸೆ. 26ರಂದು ಅಭ್ಯಾಸಕ್ಕಾಗಿ ಜಂಬೂ ಸವಾರಿ ಸಾಗುವ ಮಾರ್ಗದಲ್ಲಿ ತಾಲೀಮು ನಡೆಸಿ ಆನೆಗಳ ಚಲನವಲನ ಗಮನಿಸಲಾಯಿತು. <box>220 368 355 410</box>
shivapura-para: ಚರಂಡಿ ಗಲೀಜು ನೀರು ಉದ್ದಕ್ಕೂ ಹರಿಯುವುದರಿಂದ ಪಾದಚಾರಿಗಳು ಹಾಗೂ ವಾಹನ ಸವಾರರು ಪರದಾಡುವಂತಾಗಿದೆ. ಕೂಡಲೇ ಅಧಿಕಾರಿಗಳು ಸ್ಥಳಕ್ಕೆ ಭೇಟಿ ನೀಡಿ ಸಮಸ್ಯೆ ಬಗೆಹರಿಸಬೇಕು ಎಂದು ಒತ್ತಾಯಿಸಿದರು. <box>252 830 400 855</box>
quote-mark-icon: “ <box>526 704 553 749</box>
tumakuru-para: ಮೈಸೂರು ದಸರಾ ಖ್ಯಾತಿಯ ಆನೆಗಳಾದ ಲಕ್ಷ್ಮಿ, ಹಿರಣ್ಯ ಹಾಗೂ ಕಾವೇರಿ ಅವರ ಜೊತೆಗೆ ಮಾವುತರು ಹಾಗೂ ಕಾವಾಡಿಗಳು ಭಾಗವಹಿಸಿದ್ದರು. ತುಮಕೂರು ದಸರಾ ಉತ್ಸವಕ್ಕೆ ಇದೇ ಮೊದಲ ಬಾರಿಗೆ ಆನೆಗಳನ್ನು ಕರೆತರಲಾಗಿದ್ದು ಸಾರ್ವಜನಿಕರು ಕುತೂಹಲದಿಂದ ವೀಕ್ಷಿಸಿದರು. <box>220 413 355 455</box>
jds-joining-photo <box>154 1240 322 1352</box>
quote-box-3 <box>522 840 694 966</box>
bhyrappa-story <box>20 746 242 1082</box>
deendayal-para: ಪಂಡಿತ್ ದೀನ್ ದಯಾಳ್ ಉಪಾಧ್ಯಾಯರು ದೇಶದ ಶ್ರೇಷ್ಠ ಚಿಂತಕರು, ಸಮಾಜದ ಕಟ್ಟಕಡೆಯ ವ್ಯಕ್ತಿಯ ಏಳಿಗೆಗಾಗಿ ಶ್ರಮಿಸಿದವರು ಎಂದು ಬಿಜೆಪಿ ಮುಖಂಡರು ತಿಳಿಸಿದರು. <box>706 648 938 665</box>
